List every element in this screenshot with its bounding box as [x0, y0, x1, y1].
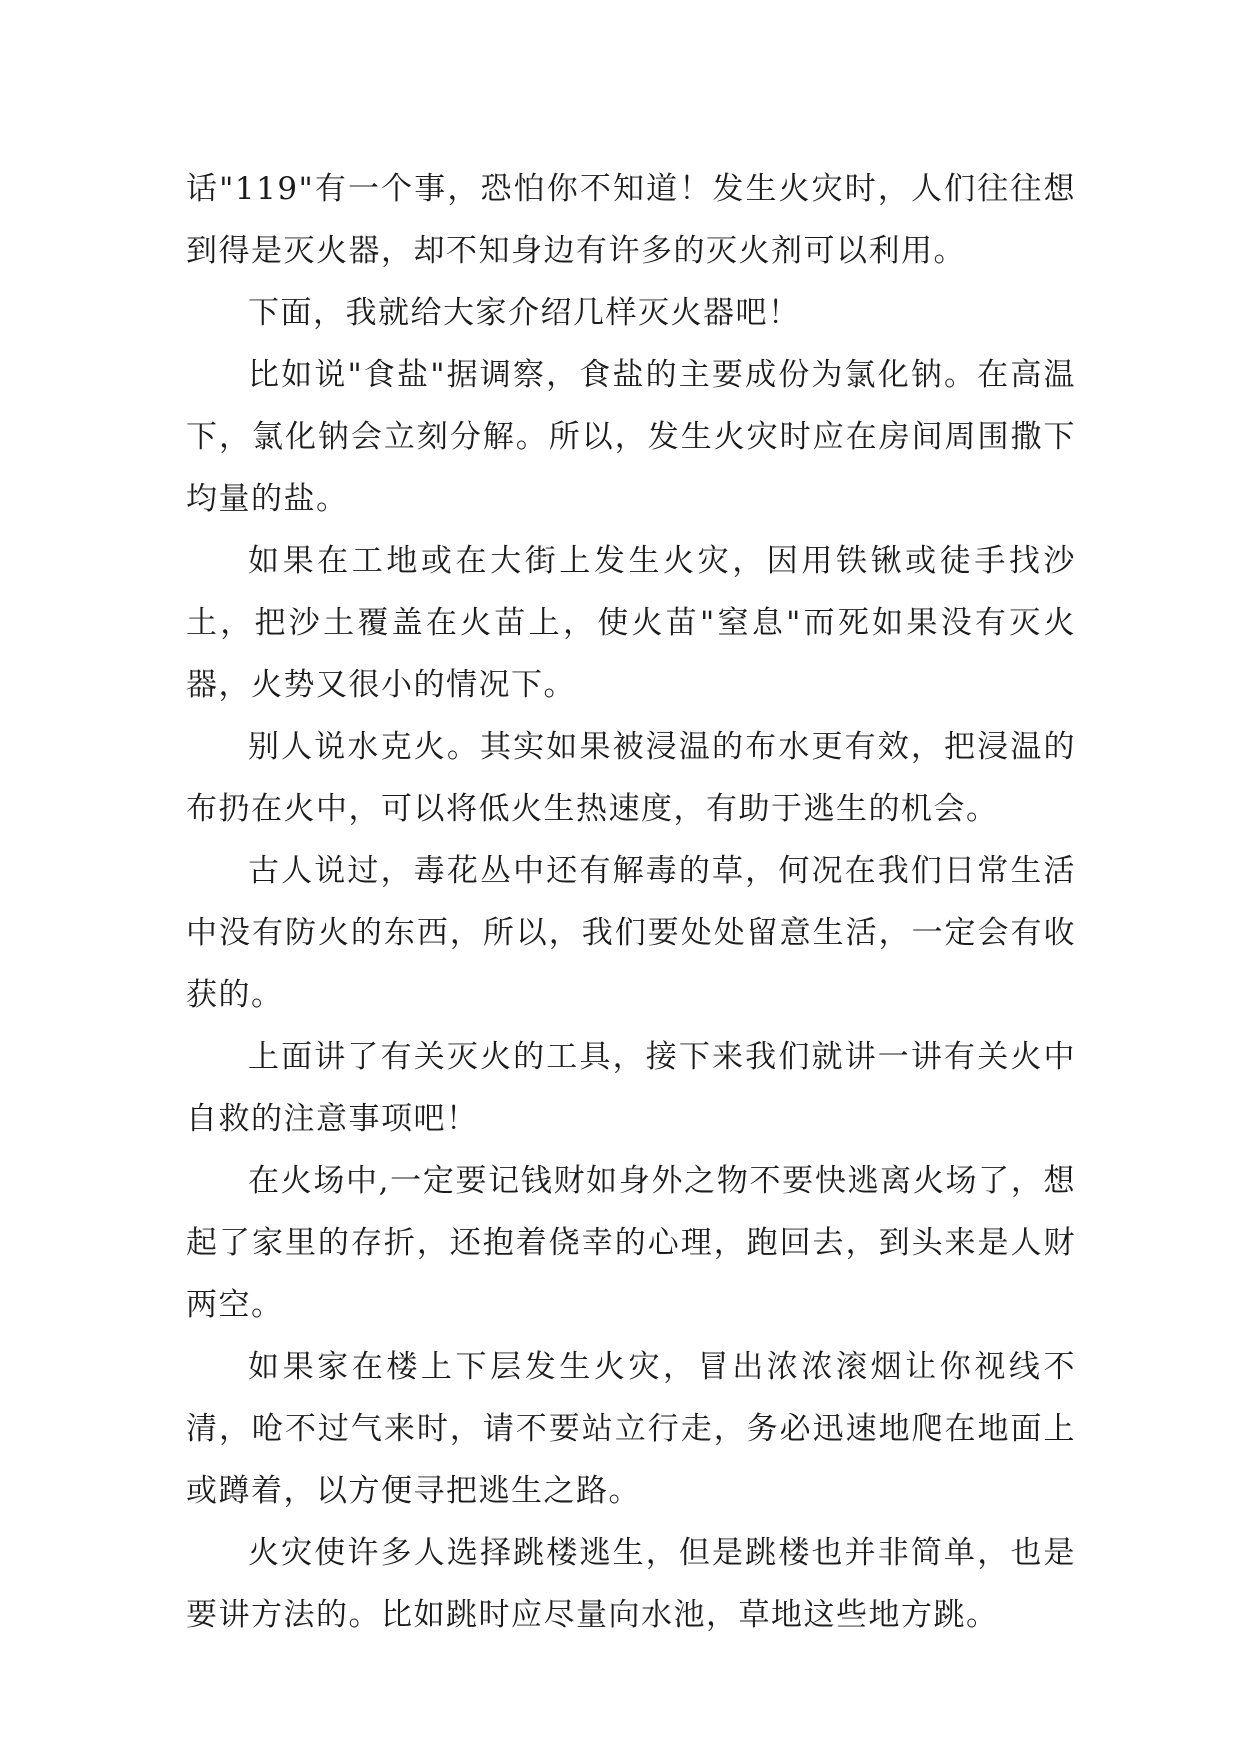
- paragraph: 比如说"食盐"据调察，食盐的主要成份为氯化钠。在高温下，氯化钠会立刻分解。所以，发生火灾时应在房间周围撒下均量的盐。: [186, 357, 1076, 517]
- paragraph: 在火场中,一定要记钱财如身外之物不要快逃离火场了，想起了家里的存折，还抱着侥幸的心理，跑回去，到头来是人财两空。: [186, 1163, 1076, 1323]
- paragraph: 如果家在楼上下层发生火灾，冒出浓浓滚烟让你视线不清，呛不过气来时，请不要站立行走，务必迅速地爬在地面上或蹲着，以方便寻把逃生之路。: [186, 1349, 1076, 1509]
- paragraph: 如果在工地或在大街上发生火灾，因用铁锹或徒手找沙土，把沙土覆盖在火苗上，使火苗"窒息"而死如果没有灭火器，火势又很小的情况下。: [186, 543, 1076, 703]
- paragraph: 下面，我就给大家介绍几样灭火器吧！: [248, 295, 801, 331]
- paragraph: 火灾使许多人选择跳楼逃生，但是跳楼也并非简单，也是要讲方法的。比如跳时应尽量向水池，草地这些地方跳。: [186, 1535, 1076, 1633]
- paragraph: 话"119"有一个事，恐怕你不知道！发生火灾时，人们往往想到得是灭火器，却不知身边有许多的灭火剂可以利用。: [186, 171, 1076, 269]
- paragraph: 古人说过，毒花丛中还有解毒的草，何况在我们日常生活中没有防火的东西，所以，我们要处处留意生活，一定会有收获的。: [186, 853, 1076, 1013]
- paragraph: 上面讲了有关灭火的工具，接下来我们就讲一讲有关火中自救的注意事项吧！: [186, 1039, 1076, 1137]
- paragraph: 别人说水克火。其实如果被浸温的布水更有效，把浸温的布扔在火中，可以将低火生热速度，有助于逃生的机会。: [186, 729, 1076, 827]
- document-body: [186, 158, 1076, 1646]
